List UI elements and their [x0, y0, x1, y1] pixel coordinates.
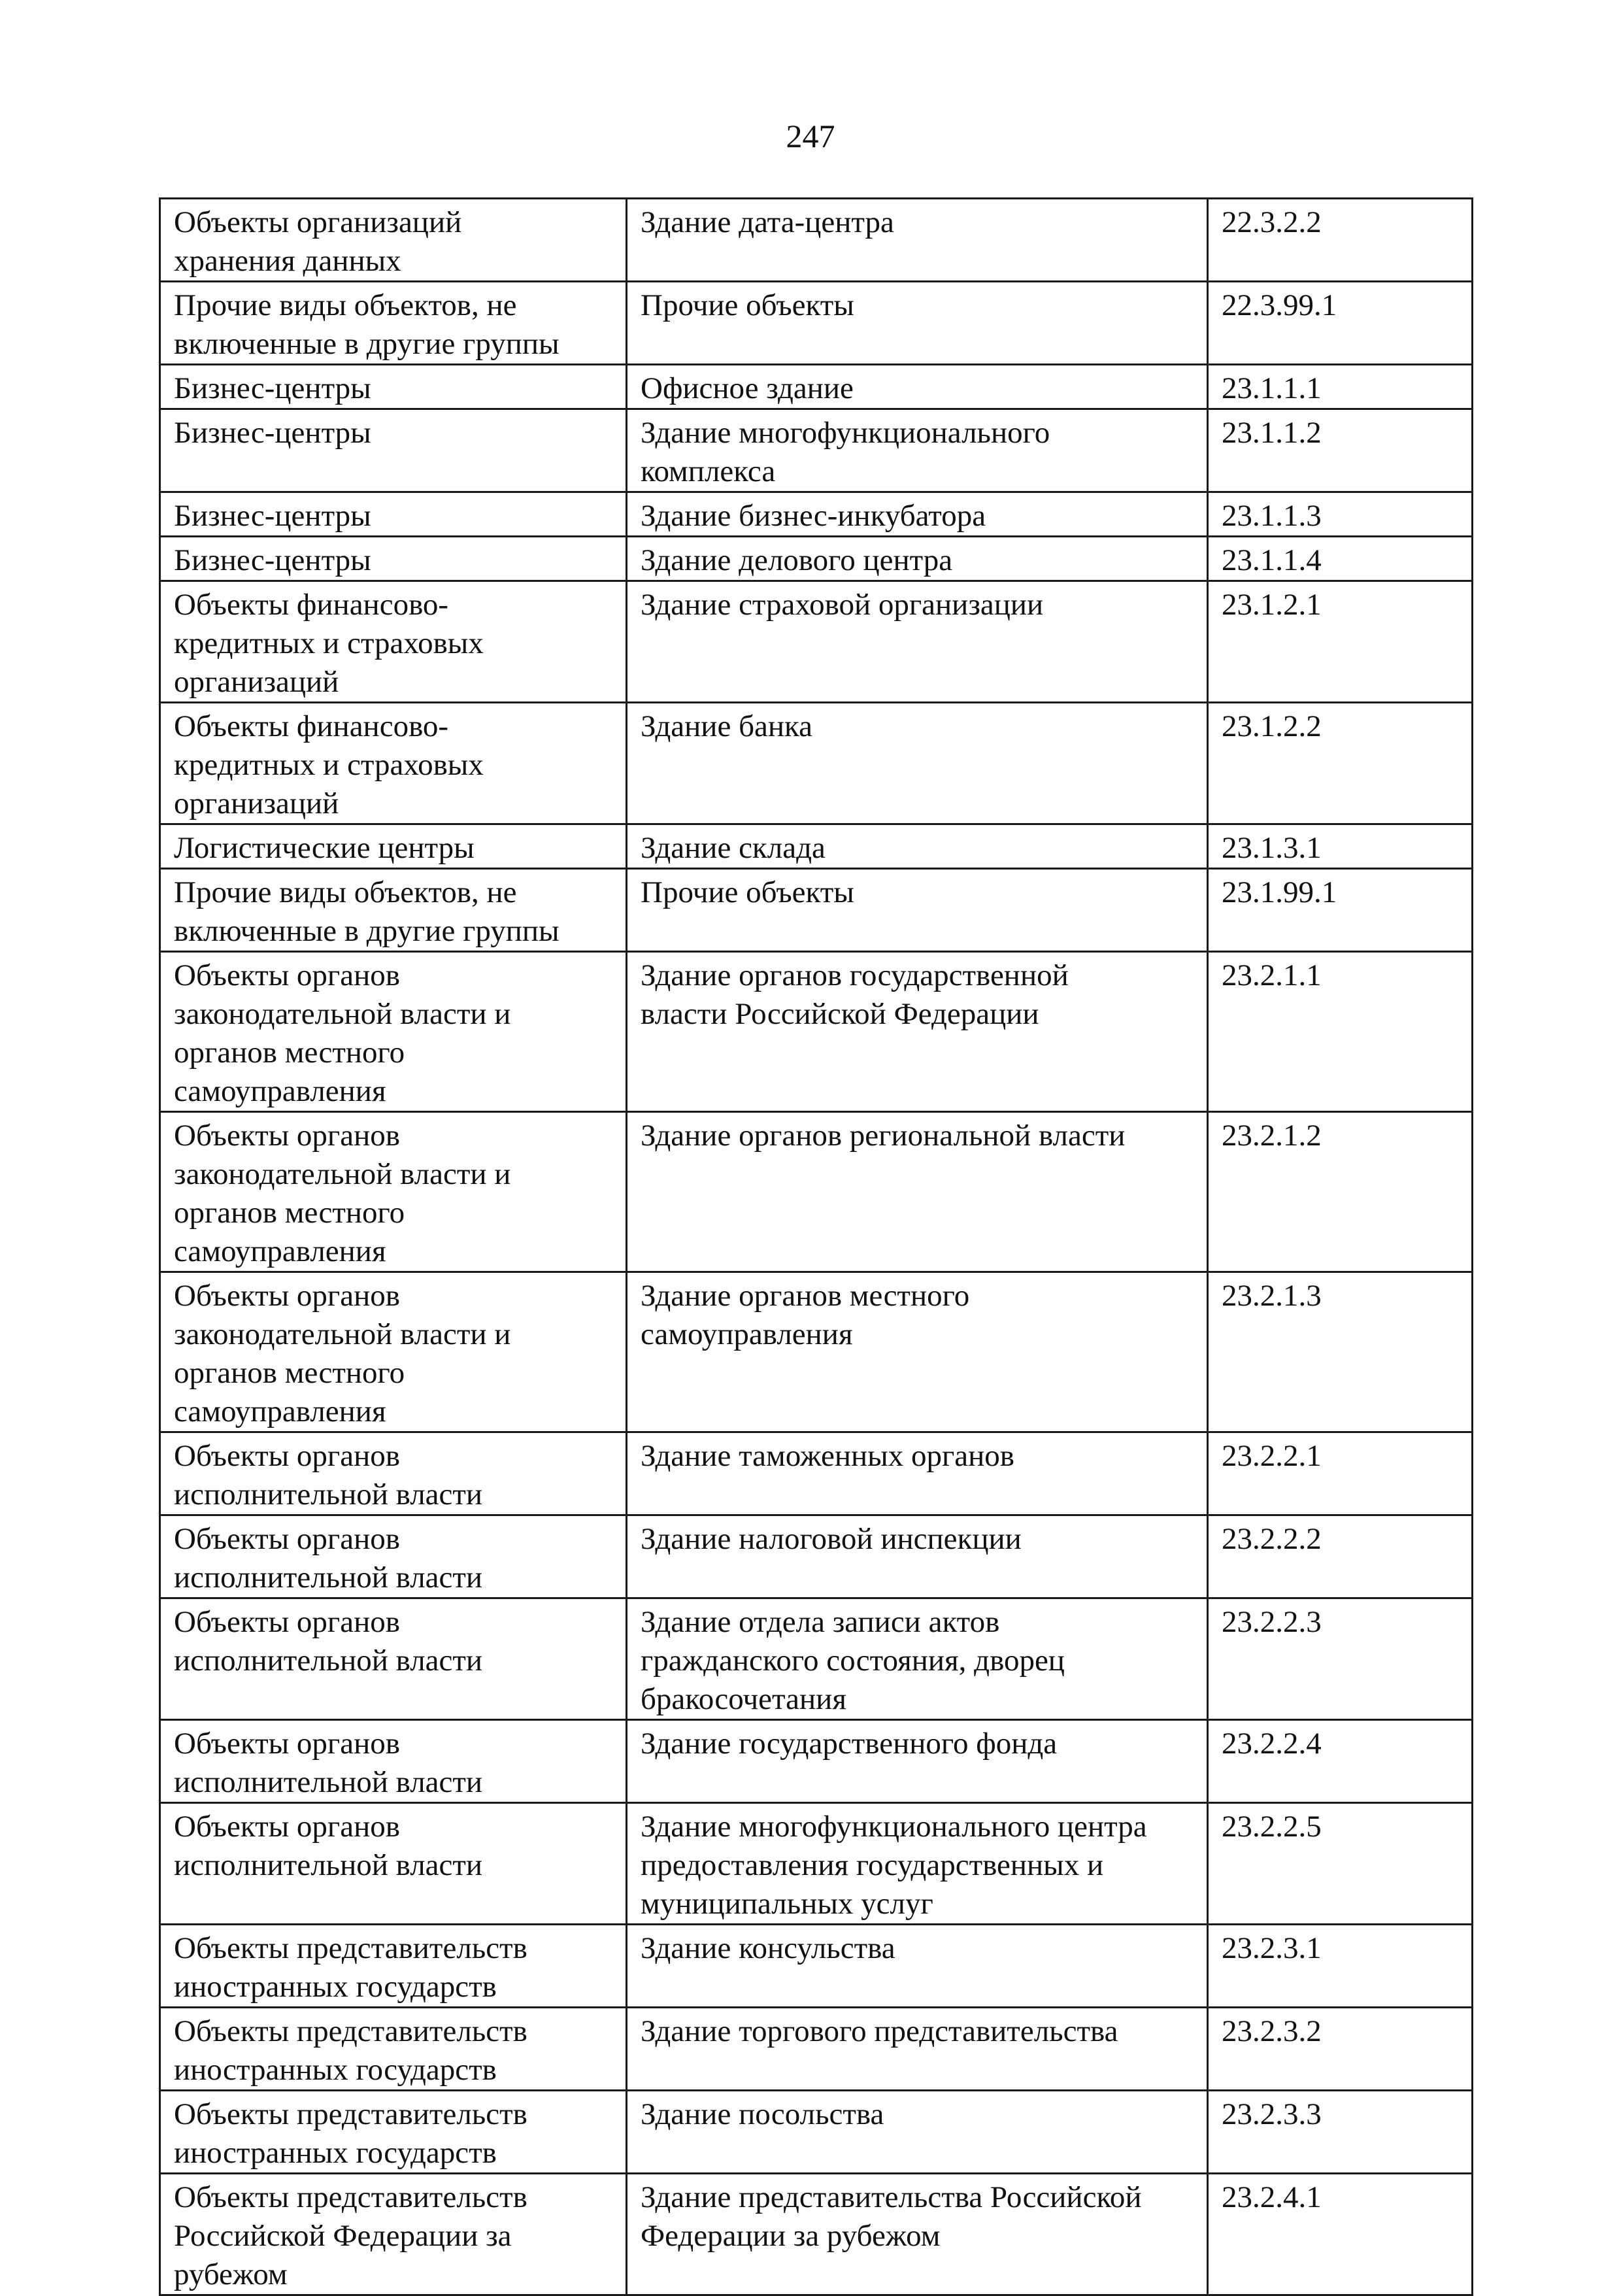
page-number: 247 — [786, 118, 835, 154]
category-cell: Логистические центры — [160, 824, 627, 869]
code-cell: 23.2.1.2 — [1208, 1112, 1473, 1272]
object-cell: Офисное здание — [627, 365, 1208, 409]
category-cell: Объекты представительств иностранных государств — [160, 2008, 627, 2091]
object-cell: Здание отдела записи актов гражданского состояния, дворец бракосочетания — [627, 1598, 1208, 1720]
code-cell: 23.1.2.1 — [1208, 581, 1473, 703]
table-row — [160, 492, 1473, 537]
category-cell: Прочие виды объектов, не включенные в другие группы — [160, 869, 627, 952]
table-row — [160, 2174, 1473, 2295]
category-cell: Бизнес-центры — [160, 365, 627, 409]
code-cell: 23.2.3.3 — [1208, 2091, 1473, 2174]
table-row — [160, 282, 1473, 365]
table-row — [160, 824, 1473, 869]
table-row — [160, 1720, 1473, 1803]
category-cell: Бизнес-центры — [160, 537, 627, 581]
table-row — [160, 365, 1473, 409]
code-cell: 23.1.1.4 — [1208, 537, 1473, 581]
table-row — [160, 537, 1473, 581]
code-cell: 23.1.1.3 — [1208, 492, 1473, 537]
code-cell: 23.1.1.2 — [1208, 409, 1473, 492]
category-cell: Объекты органов исполнительной власти — [160, 1598, 627, 1720]
code-cell: 23.2.2.4 — [1208, 1720, 1473, 1803]
category-cell: Объекты органов законодательной власти и органов местного самоуправления — [160, 1272, 627, 1432]
code-cell: 23.2.3.1 — [1208, 1925, 1473, 2008]
code-cell: 23.1.2.2 — [1208, 703, 1473, 824]
category-cell: Прочие виды объектов, не включенные в другие группы — [160, 282, 627, 365]
object-cell: Здание государственного фонда — [627, 1720, 1208, 1803]
table-row — [160, 1515, 1473, 1598]
code-cell: 23.2.1.3 — [1208, 1272, 1473, 1432]
code-cell: 23.2.2.3 — [1208, 1598, 1473, 1720]
table-row — [160, 703, 1473, 824]
object-cell: Здание делового центра — [627, 537, 1208, 581]
category-cell: Объекты органов законодательной власти и органов местного самоуправления — [160, 1112, 627, 1272]
code-cell: 22.3.99.1 — [1208, 282, 1473, 365]
table-body — [160, 199, 1473, 2295]
category-cell: Объекты представительств иностранных государств — [160, 2091, 627, 2174]
object-cell: Здание дата-центра — [627, 199, 1208, 282]
object-cell: Здание многофункционального центра предоставления государственных и муниципальных услуг — [627, 1803, 1208, 1925]
table-row — [160, 1272, 1473, 1432]
table-row — [160, 952, 1473, 1112]
object-cell: Здание таможенных органов — [627, 1432, 1208, 1515]
code-cell: 23.1.99.1 — [1208, 869, 1473, 952]
table-row — [160, 1803, 1473, 1925]
category-cell: Объекты органов законодательной власти и органов местного самоуправления — [160, 952, 627, 1112]
object-cell: Здание представительства Российской Федерации за рубежом — [627, 2174, 1208, 2295]
table-row — [160, 409, 1473, 492]
category-cell: Объекты представительств Российской Федерации за рубежом — [160, 2174, 627, 2295]
code-cell: 23.1.1.1 — [1208, 365, 1473, 409]
table-row — [160, 199, 1473, 282]
object-cell: Здание страховой организации — [627, 581, 1208, 703]
object-cell: Здание органов региональной власти — [627, 1112, 1208, 1272]
category-cell: Объекты органов исполнительной власти — [160, 1720, 627, 1803]
code-cell: 23.2.1.1 — [1208, 952, 1473, 1112]
category-cell: Бизнес-центры — [160, 492, 627, 537]
classification-table — [159, 197, 1473, 2296]
category-cell: Объекты организаций хранения данных — [160, 199, 627, 282]
code-cell: 22.3.2.2 — [1208, 199, 1473, 282]
object-cell: Здание банка — [627, 703, 1208, 824]
category-cell: Объекты финансово- кредитных и страховых организаций — [160, 703, 627, 824]
table-row — [160, 2008, 1473, 2091]
code-cell: 23.2.4.1 — [1208, 2174, 1473, 2295]
category-cell: Объекты финансово- кредитных и страховых организаций — [160, 581, 627, 703]
table-row — [160, 1925, 1473, 2008]
object-cell: Здание налоговой инспекции — [627, 1515, 1208, 1598]
table-row — [160, 1432, 1473, 1515]
category-cell: Объекты органов исполнительной власти — [160, 1432, 627, 1515]
table-row — [160, 869, 1473, 952]
table-row — [160, 2091, 1473, 2174]
object-cell: Прочие объекты — [627, 282, 1208, 365]
table-row — [160, 1112, 1473, 1272]
object-cell: Здание торгового представительства — [627, 2008, 1208, 2091]
code-cell: 23.2.3.2 — [1208, 2008, 1473, 2091]
object-cell: Здание консульства — [627, 1925, 1208, 2008]
object-cell: Здание посольства — [627, 2091, 1208, 2174]
category-cell: Объекты органов исполнительной власти — [160, 1803, 627, 1925]
category-cell: Бизнес-центры — [160, 409, 627, 492]
table-row — [160, 581, 1473, 703]
object-cell: Здание органов государственной власти Российской Федерации — [627, 952, 1208, 1112]
category-cell: Объекты представительств иностранных государств — [160, 1925, 627, 2008]
code-cell: 23.1.3.1 — [1208, 824, 1473, 869]
table-row — [160, 1598, 1473, 1720]
object-cell: Здание склада — [627, 824, 1208, 869]
object-cell: Прочие объекты — [627, 869, 1208, 952]
code-cell: 23.2.2.1 — [1208, 1432, 1473, 1515]
object-cell: Здание органов местного самоуправления — [627, 1272, 1208, 1432]
category-cell: Объекты органов исполнительной власти — [160, 1515, 627, 1598]
object-cell: Здание многофункционального комплекса — [627, 409, 1208, 492]
code-cell: 23.2.2.2 — [1208, 1515, 1473, 1598]
object-cell: Здание бизнес-инкубатора — [627, 492, 1208, 537]
code-cell: 23.2.2.5 — [1208, 1803, 1473, 1925]
